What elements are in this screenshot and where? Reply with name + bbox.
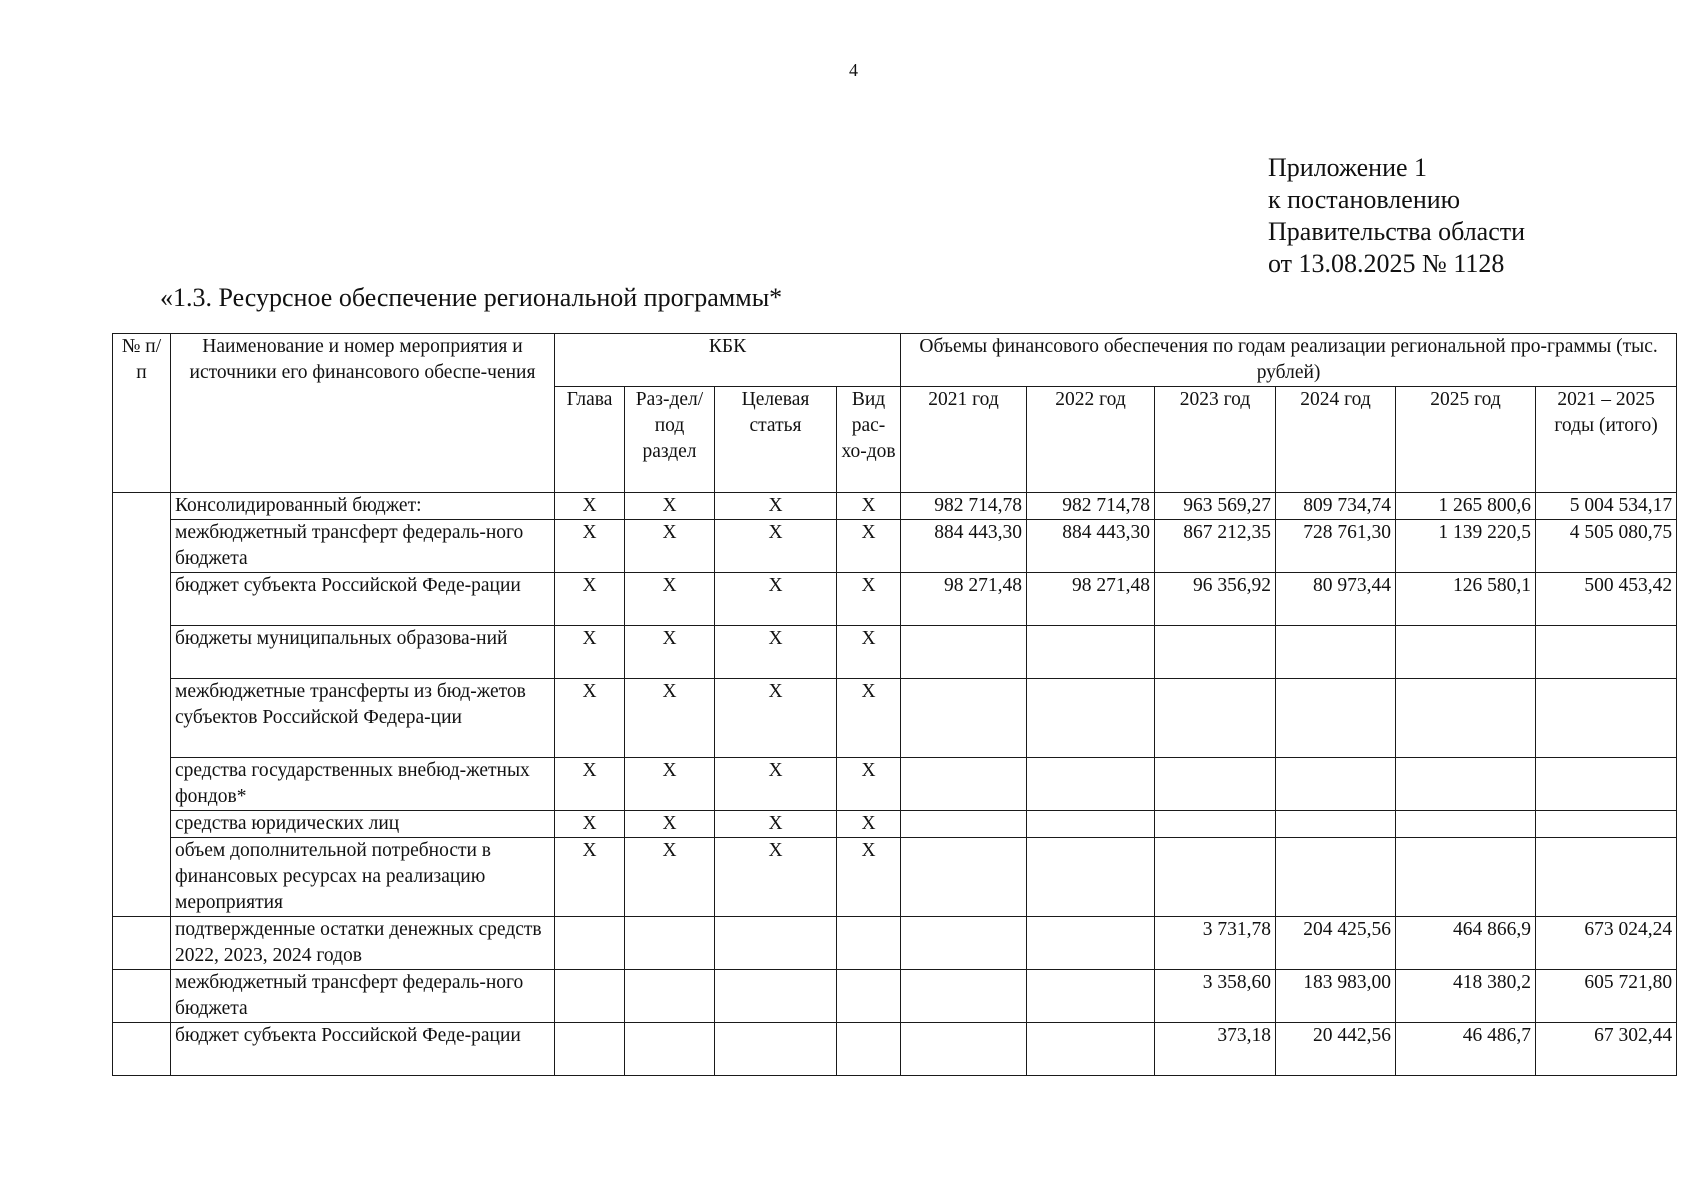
- cell-2021: [901, 838, 1027, 917]
- cell-vid: X: [837, 573, 901, 626]
- row-number-cell: [113, 1023, 171, 1076]
- cell-2023: [1155, 838, 1276, 917]
- cell-2024: [1276, 811, 1396, 838]
- cell-2021: [901, 1023, 1027, 1076]
- appendix-line: к постановлению: [1268, 185, 1461, 214]
- cell-vid: [837, 970, 901, 1023]
- cell-celevaya: X: [715, 626, 837, 679]
- cell-total: 5 004 534,17: [1536, 493, 1677, 520]
- table-row: [113, 679, 1677, 758]
- cell-2022: 98 271,48: [1027, 573, 1155, 626]
- cell-2022: [1027, 679, 1155, 758]
- cell-2022: [1027, 838, 1155, 917]
- cell-total: [1536, 626, 1677, 679]
- cell-2023: [1155, 626, 1276, 679]
- row-name: межбюджетные трансферты из бюд-жетов субъектов Российской Федера-ции: [171, 679, 555, 758]
- cell-total: 500 453,42: [1536, 573, 1677, 626]
- cell-glava: X: [555, 811, 625, 838]
- row-name: бюджет субъекта Российской Феде-рации: [171, 573, 555, 626]
- table-row: [113, 626, 1677, 679]
- cell-2024: 809 734,74: [1276, 493, 1396, 520]
- cell-vid: X: [837, 758, 901, 811]
- row-name: средства юридических лиц: [171, 811, 555, 838]
- cell-2025: 1 265 800,6: [1396, 493, 1536, 520]
- appendix-line: от 13.08.2025 № 1128: [1268, 249, 1505, 278]
- cell-2021: 884 443,30: [901, 520, 1027, 573]
- table-row: [113, 917, 1677, 970]
- cell-total: [1536, 838, 1677, 917]
- cell-celevaya: X: [715, 679, 837, 758]
- cell-2024: 20 442,56: [1276, 1023, 1396, 1076]
- row-name: объем дополнительной потребности в финансовых ресурсах на реализацию мероприятия: [171, 838, 555, 917]
- cell-celevaya: X: [715, 573, 837, 626]
- cell-glava: X: [555, 758, 625, 811]
- cell-razdel: X: [625, 811, 715, 838]
- appendix-line: Правительства области: [1268, 217, 1526, 246]
- cell-2025: 418 380,2: [1396, 970, 1536, 1023]
- cell-celevaya: [715, 917, 837, 970]
- cell-total: 605 721,80: [1536, 970, 1677, 1023]
- cell-2021: [901, 679, 1027, 758]
- cell-2023: 373,18: [1155, 1023, 1276, 1076]
- table-row: [113, 811, 1677, 838]
- cell-total: 4 505 080,75: [1536, 520, 1677, 573]
- header-year-2025: 2025 год: [1396, 387, 1536, 493]
- cell-razdel: X: [625, 838, 715, 917]
- row-name: межбюджетный трансферт федераль-ного бюджета: [171, 970, 555, 1023]
- cell-celevaya: X: [715, 520, 837, 573]
- cell-razdel: X: [625, 679, 715, 758]
- cell-celevaya: X: [715, 811, 837, 838]
- cell-razdel: X: [625, 493, 715, 520]
- cell-2025: 1 139 220,5: [1396, 520, 1536, 573]
- cell-razdel: [625, 970, 715, 1023]
- cell-2024: [1276, 838, 1396, 917]
- cell-razdel: X: [625, 520, 715, 573]
- cell-razdel: [625, 1023, 715, 1076]
- cell-2022: [1027, 758, 1155, 811]
- table-row: [113, 520, 1677, 573]
- cell-2023: 3 731,78: [1155, 917, 1276, 970]
- header-year-2022: 2022 год: [1027, 387, 1155, 493]
- cell-glava: [555, 970, 625, 1023]
- cell-vid: X: [837, 838, 901, 917]
- table-row: [113, 573, 1677, 626]
- header-volumes: Объемы финансового обеспечения по годам реализации региональной про-граммы (тыс. рублей): [901, 334, 1677, 387]
- row-name: межбюджетный трансферт федераль-ного бюджета: [171, 520, 555, 573]
- cell-2024: 728 761,30: [1276, 520, 1396, 573]
- page-number: 4: [849, 60, 858, 80]
- header-glava: Глава: [555, 387, 625, 493]
- cell-2025: 464 866,9: [1396, 917, 1536, 970]
- cell-total: 67 302,44: [1536, 1023, 1677, 1076]
- header-total: 2021 – 2025 годы (итого): [1536, 387, 1677, 493]
- cell-2025: [1396, 758, 1536, 811]
- cell-2021: 982 714,78: [901, 493, 1027, 520]
- header-num: № п/п: [113, 334, 171, 493]
- cell-2021: [901, 626, 1027, 679]
- cell-razdel: X: [625, 758, 715, 811]
- appendix-block: [1268, 152, 1525, 280]
- cell-total: [1536, 811, 1677, 838]
- cell-2022: [1027, 626, 1155, 679]
- cell-2023: [1155, 679, 1276, 758]
- header-year-2024: 2024 год: [1276, 387, 1396, 493]
- cell-2024: [1276, 626, 1396, 679]
- cell-2023: [1155, 758, 1276, 811]
- cell-glava: X: [555, 626, 625, 679]
- table-row: [113, 1023, 1677, 1076]
- cell-2021: [901, 758, 1027, 811]
- row-name: средства государственных внебюд-жетных фондов*: [171, 758, 555, 811]
- appendix-line: Приложение 1: [1268, 153, 1428, 182]
- cell-razdel: X: [625, 626, 715, 679]
- cell-2025: [1396, 679, 1536, 758]
- header-year-2023: 2023 год: [1155, 387, 1276, 493]
- cell-2024: 204 425,56: [1276, 917, 1396, 970]
- cell-razdel: [625, 917, 715, 970]
- row-name: подтвержденные остатки денежных средств 2022, 2023, 2024 годов: [171, 917, 555, 970]
- cell-vid: X: [837, 626, 901, 679]
- cell-2023: 3 358,60: [1155, 970, 1276, 1023]
- header-celevaya: Целевая статья: [715, 387, 837, 493]
- row-number-cell: [113, 493, 171, 917]
- cell-celevaya: X: [715, 838, 837, 917]
- cell-2024: 183 983,00: [1276, 970, 1396, 1023]
- cell-2025: [1396, 626, 1536, 679]
- cell-2024: [1276, 758, 1396, 811]
- cell-glava: [555, 917, 625, 970]
- table-row: [113, 758, 1677, 811]
- cell-2022: [1027, 917, 1155, 970]
- cell-2021: [901, 917, 1027, 970]
- row-name: Консолидированный бюджет:: [171, 493, 555, 520]
- cell-total: 673 024,24: [1536, 917, 1677, 970]
- header-year-2021: 2021 год: [901, 387, 1027, 493]
- header-kbk: КБК: [555, 334, 901, 387]
- cell-2024: [1276, 679, 1396, 758]
- section-title: «1.3. Ресурсное обеспечение региональной программы*: [160, 283, 783, 312]
- cell-2023: 963 569,27: [1155, 493, 1276, 520]
- resources-table: [112, 333, 1677, 1076]
- cell-razdel: X: [625, 573, 715, 626]
- cell-2025: [1396, 838, 1536, 917]
- cell-glava: X: [555, 679, 625, 758]
- cell-total: [1536, 758, 1677, 811]
- cell-2021: [901, 970, 1027, 1023]
- cell-2022: 884 443,30: [1027, 520, 1155, 573]
- cell-vid: X: [837, 679, 901, 758]
- cell-2022: 982 714,78: [1027, 493, 1155, 520]
- cell-2023: 96 356,92: [1155, 573, 1276, 626]
- cell-total: [1536, 679, 1677, 758]
- cell-2023: [1155, 811, 1276, 838]
- cell-2022: [1027, 970, 1155, 1023]
- cell-celevaya: [715, 970, 837, 1023]
- cell-vid: X: [837, 520, 901, 573]
- row-name: бюджет субъекта Российской Феде-рации: [171, 1023, 555, 1076]
- cell-2025: [1396, 811, 1536, 838]
- cell-celevaya: X: [715, 493, 837, 520]
- row-number-cell: [113, 970, 171, 1023]
- cell-glava: X: [555, 493, 625, 520]
- cell-2024: 80 973,44: [1276, 573, 1396, 626]
- table-row: [113, 970, 1677, 1023]
- cell-2023: 867 212,35: [1155, 520, 1276, 573]
- cell-vid: X: [837, 811, 901, 838]
- table-row: [113, 838, 1677, 917]
- cell-2021: 98 271,48: [901, 573, 1027, 626]
- header-razdel: Раз-дел/под раздел: [625, 387, 715, 493]
- header-name: Наименование и номер мероприятия и источники его финансового обеспе-чения: [171, 334, 555, 493]
- header-vid: Вид рас-хо-дов: [837, 387, 901, 493]
- cell-vid: X: [837, 493, 901, 520]
- cell-glava: X: [555, 838, 625, 917]
- cell-2025: 126 580,1: [1396, 573, 1536, 626]
- table-row: [113, 493, 1677, 520]
- cell-celevaya: [715, 1023, 837, 1076]
- cell-vid: [837, 917, 901, 970]
- cell-glava: X: [555, 573, 625, 626]
- cell-2022: [1027, 1023, 1155, 1076]
- row-number-cell: [113, 917, 171, 970]
- cell-2021: [901, 811, 1027, 838]
- row-name: бюджеты муниципальных образова-ний: [171, 626, 555, 679]
- cell-vid: [837, 1023, 901, 1076]
- cell-2025: 46 486,7: [1396, 1023, 1536, 1076]
- cell-2022: [1027, 811, 1155, 838]
- cell-glava: X: [555, 520, 625, 573]
- cell-glava: [555, 1023, 625, 1076]
- cell-celevaya: X: [715, 758, 837, 811]
